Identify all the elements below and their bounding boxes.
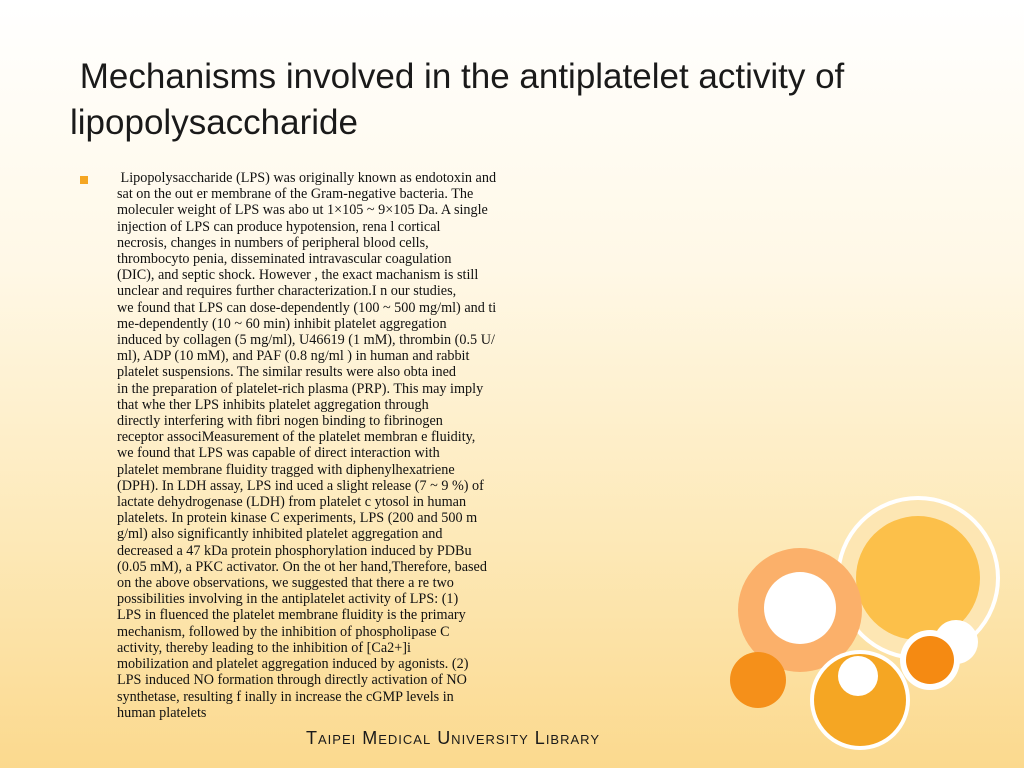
- body-text-line: on the above observations, we suggested that there a re two: [117, 575, 454, 592]
- body-text-line: synthetase, resulting f inally in increase the cGMP levels in: [117, 688, 454, 705]
- body-text-line: mechanism, followed by the inhibition of phospholipase C: [117, 623, 450, 640]
- body-text-line: platelet suspensions. The similar results were also obta ined: [117, 364, 456, 381]
- body-text-line: lactate dehydrogenase (LDH) from platelet c ytosol in human: [117, 494, 467, 511]
- body-text-line: we found that LPS can dose-dependently (100 ~ 500 mg/ml) and ti: [117, 299, 497, 316]
- footer-library-name: Taipei Medical University Library: [306, 728, 600, 748]
- body-text-line: decreased a 47 kDa protein phosphorylation induced by PDBu: [117, 542, 472, 559]
- body-text-line: possibilities involving in the antiplatelet activity of LPS: (1): [117, 591, 459, 608]
- body-text-line: platelets. In protein kinase C experiments, LPS (200 and 500 m: [117, 510, 478, 527]
- decor-circle-orange-ring-inner: [764, 572, 836, 644]
- body-text-line: (DIC), and septic shock. However , the exact machanism is still: [117, 267, 479, 284]
- body-text-line: Lipopolysaccharide (LPS) was originally known as endotoxin and: [117, 170, 497, 186]
- body-text-line: directly interfering with fibri nogen binding to fibrinogen: [117, 413, 443, 430]
- body-text-line: in the preparation of platelet-rich plasma (PRP). This may imply: [117, 380, 484, 397]
- decor-circle-small-orange: [730, 652, 786, 708]
- body-text-line: sat on the out er membrane of the Gram-negative bacteria. The: [117, 186, 474, 203]
- body-text-line: receptor associMeasurement of the platelet membran e fluidity,: [117, 429, 476, 446]
- body-text-line: platelet membrane fluidity tragged with diphenylhexatriene: [117, 461, 455, 478]
- bullet-square-icon: [80, 176, 88, 184]
- body-text-line: we found that LPS was capable of direct interaction with: [117, 445, 440, 462]
- body-text-line: human platelets: [117, 704, 207, 721]
- body-text-line: activity, thereby leading to the inhibition of [Ca2+]i: [117, 639, 411, 656]
- decor-circle-dark-orange-inner: [906, 636, 954, 684]
- slide-body-text: [117, 170, 587, 721]
- body-text-line: (DPH). In LDH assay, LPS ind uced a slight release (7 ~ 9 %) of: [117, 477, 484, 494]
- body-text-line: ml), ADP (10 mM), and PAF (0.8 ng/ml ) in human and rabbit: [117, 348, 470, 365]
- body-text-line: moleculer weight of LPS was abo ut 1×105 ~ 9×105 Da. A single: [117, 202, 488, 219]
- body-text-line: LPS induced NO formation through directly activation of NO: [117, 672, 467, 689]
- body-text-line: unclear and requires further characterization.I n our studies,: [117, 283, 457, 300]
- body-text-line: me-dependently (10 ~ 60 min) inhibit platelet aggregation: [117, 315, 447, 332]
- body-text-line: (0.05 mM), a PKC activator. On the ot her hand,Therefore, based: [117, 558, 487, 575]
- body-text-line: LPS in fluenced the platelet membrane fluidity is the primary: [117, 607, 466, 624]
- slide-title: Mechanisms involved in the antiplatelet activity of lipopolysaccharide: [70, 57, 855, 142]
- body-text-line: injection of LPS can produce hypotension, rena l cortical: [117, 218, 441, 235]
- body-text-line: induced by collagen (5 mg/ml), U46619 (1 mM), thrombin (0.5 U/: [117, 332, 495, 349]
- body-text-line: mobilization and platelet aggregation induced by agonists. (2): [117, 656, 469, 673]
- decor-circle-bottom-inner-white: [838, 656, 878, 696]
- body-text-line: necrosis, changes in numbers of peripheral blood cells,: [117, 234, 429, 251]
- body-text-line: thrombocyto penia, disseminated intravascular coagulation: [117, 251, 452, 268]
- body-text-line: g/ml) also significantly inhibited platelet aggregation and: [117, 526, 443, 543]
- body-text-line: that whe ther LPS inhibits platelet aggregation through: [117, 396, 429, 413]
- decorative-circles: [720, 490, 1024, 768]
